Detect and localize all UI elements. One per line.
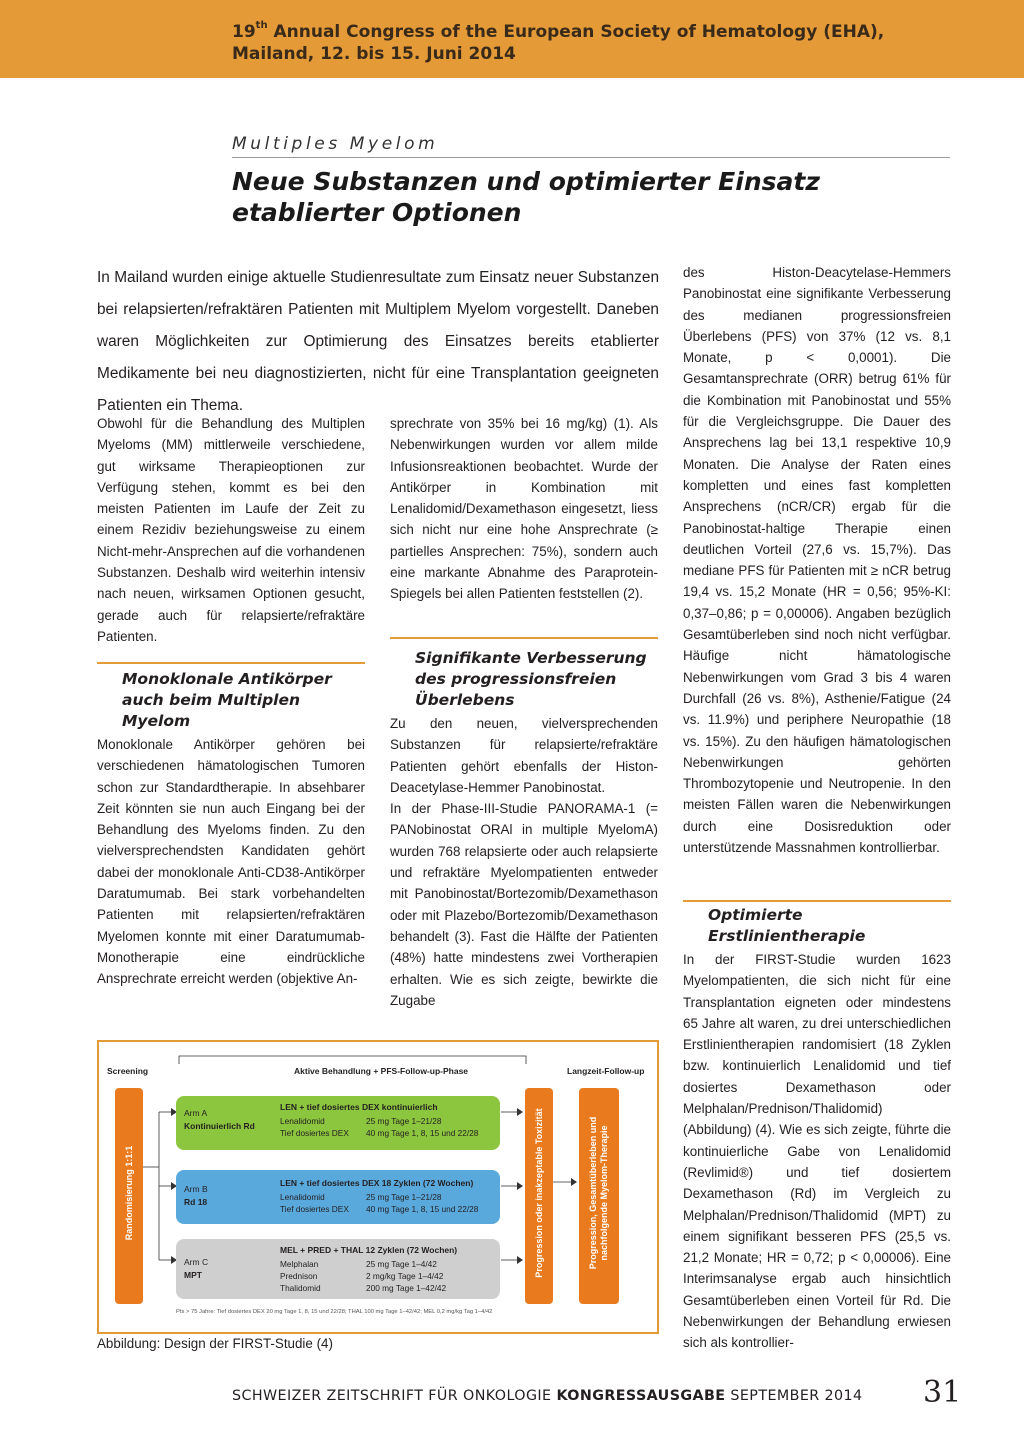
- arm-a-short: Kontinuierlich Rd: [184, 1121, 255, 1131]
- arm-a-drug-1: Lenalidomid: [280, 1116, 325, 1126]
- col3-intro: des Histon-Deacytelase-Hemmers Panobinostat eine signifikante Verbesserung des medianen progressionsfreien Überlebens (PFS) von 37% (12 vs. 8,1 Monate, p < 0,0001). Die Gesamtansprechrate (ORR) betrug 61% für die Kombination mit Panobinostat und 55% für die Vergleichsgruppe. Die Dauer des Ansprechens lag bei 13,1 respektive 10,9 Monaten. Die Analyse der Raten eines kompletten und eines fast kompletten Ansprechens (nCR/CR) ergab für die Panobinostat-haltige Therapie einen deutlichen Vorteil (27,6 vs. 15,7%). Das mediane PFS für Patienten mit ≥ nCR betrug 19,4 vs. 15,2 Monate (HR = 0,56; 95%-KI: 0,37–0,86; p = 0,00006). Angaben bezüglich Gesamtüberleben sind noch nicht verfügbar. Häufige nicht hämatologische Nebenwirkungen vom Grad 3 bis 4 waren Durchfall (26 vs. 8%), Asthenie/Fatigue (24 vs. 11.9%) und periphere Neuropathie (18 vs. 15%). Zu den häufigen hämatologischen Nebenwirkungen gehörten Thrombozytopenie und Neutropenie. In den meisten Fällen waren die Nebenwirkungen durch eine Dosisreduktion oder unterstützende Massnahmen kontrollierbar.: [683, 265, 951, 856]
- journal-footer: [232, 1388, 863, 1404]
- arm-b-short: Rd 18: [184, 1197, 208, 1207]
- col1-subhead-rule: [97, 662, 365, 664]
- arm-c-drug-1: Melphalan: [280, 1259, 319, 1269]
- arm-a-name: Arm A: [184, 1108, 208, 1118]
- figure-caption: Abbildung: Design der FIRST-Studie (4): [97, 1336, 333, 1351]
- arm-c-box: [176, 1239, 500, 1299]
- arm-b-name: Arm B: [184, 1184, 208, 1194]
- col2-body-para1: Zu den neuen, vielversprechenden Substanzen für relapsierte/refraktäre Patienten gehört ebenfalls der Histon-Deacetylase-Hemmer Panobinostat.: [390, 716, 658, 795]
- col1-subhead: Monoklonale Antikörper auch beim Multiplen Myelom: [122, 670, 332, 730]
- arm-b-dose-1: 25 mg Tage 1–21/28: [366, 1192, 442, 1202]
- col2-intro: sprechrate von 35% bei 16 mg/kg) (1). Als Nebenwirkungen wurden vor allem milde Infusionsreaktionen beobachtet. Wurde der Antikörper in Kombination mit Lenalidomid/Dexamethason eingesetzt, liess sich nicht nur eine hohe Ansprechrate (≥ partielles Ansprechen: 75%), sondern auch eine markante Abnahme des Paraprotein-Spiegels bei allen Patienten feststellen (2).: [390, 416, 658, 602]
- kicker-divider: [232, 157, 950, 158]
- arm-c-name: Arm C: [184, 1257, 209, 1267]
- article-lead: In Mailand wurden einige aktuelle Studienresultate zum Einsatz neuer Substanzen bei relapsierten/refraktären Patienten mit Multiplem Myelom vorgestellt. Daneben waren Möglichkeiten zur Optimierung des Einsatzes bereits etablierter Medikamente bei neu diagnostizierten, nicht für eine Transplantation geeigneten Patienten ein Thema.: [97, 269, 659, 414]
- col3-subhead: Optimierte Erstlinientherapie: [708, 906, 866, 945]
- progression-label: Progression oder inakzeptable Toxizität: [534, 1108, 544, 1278]
- arm-c-dose-1: 25 mg Tage 1–4/42: [366, 1259, 437, 1269]
- arm-b-drug-1: Lenalidomid: [280, 1192, 325, 1202]
- footer-issue: KONGRESSAUSGABE: [556, 1388, 726, 1404]
- randomisation-bar: [115, 1088, 143, 1304]
- col2-body-para2: In der Phase-III-Studie PANORAMA-1 (= PANobinostat ORAl in multiple MyelomA) wurden 768 relapsierte oder auch relapsierte und refraktäre Myelompatienten entweder mit Panobinostat/Bortezomib/Dexamethason oder mit Plazebo/Bortezomib/Dexamethason behandelt (3). Fast die Hälfte der Patienten (48%) hatte mindestens zwei Vortherapien erhalten. Wie es sich zeigte, bewirkte die Zugabe: [390, 801, 658, 1008]
- col2-subhead-rule: [390, 637, 658, 639]
- banner-congress-location: Mailand, 12. bis 15. Juni 2014: [232, 44, 516, 64]
- arm-c-short: MPT: [184, 1270, 202, 1280]
- arm-a-title: LEN + tief dosiertes DEX kontinuierlich: [280, 1102, 438, 1112]
- col2-body: [390, 713, 658, 1011]
- figure-screening-label: Screening: [107, 1066, 149, 1076]
- arm-a-box: [176, 1096, 500, 1150]
- col3-subhead-rule: [683, 900, 951, 902]
- survival-bar: [579, 1088, 619, 1304]
- arm-c-title: MEL + PRED + THAL 12 Zyklen (72 Wochen): [280, 1245, 458, 1255]
- arm-b-dose-2: 40 mg Tage 1, 8, 15 und 22/28: [366, 1204, 479, 1214]
- col1-body: Monoklonale Antikörper gehören bei verschiedenen hämatologischen Tumoren schon zur Standardtherapie. In absehbarer Zeit könnten sie nun auch Eingang bei der Behandlung des Myeloms finden. Zu den vielversprechendsten Kandidaten gehört dabei der monoklonale Anti-CD38-Antikörper Daratumumab. Bei stark vorbehandelten Patienten mit relapsierten/refraktären Myelomen konnte mit einer Daratumumab-Monotherapie eine eindrückliche Ansprechrate erreicht werden (objektive An-: [97, 737, 365, 987]
- progression-bar: [525, 1088, 553, 1304]
- arm-b-title: LEN + tief dosiertes DEX 18 Zyklen (72 Wochen): [280, 1178, 474, 1188]
- arm-a-drug-2: Tief dosiertes DEX: [280, 1128, 349, 1138]
- footer-date: SEPTEMBER 2014: [725, 1388, 863, 1404]
- arm-a-dose-2: 40 mg Tage 1, 8, 15 und 22/28: [366, 1128, 479, 1138]
- randomisation-label: Randomisierung 1:1:1: [124, 1145, 134, 1241]
- col3-body: In der FIRST-Studie wurden 1623 Myelompatienten, die sich nicht für eine Transplantation eigneten oder mindestens 65 Jahre alt waren, zu drei unterschiedlichen Erstlinientherapien randomisiert (18 Zyklen bzw. kontinuierlich Lenalidomid und tief dosiertes Dexamethason oder Melphalan/Prednison/Thalidomid) (Abbildung) (4). Wie es sich zeigte, führte die kontinuierliche Gabe von Lenalidomid (Revlimid®) und tief dosiertem Dexamethason (Rd) im Vergleich zu Melphalan/Prednison/Thalidomid (MPT) zu einem signifikant besseren PFS (25,5 vs. 21,2 Monate; HR = 0,72; p < 0,00006). Eine Interimsanalyse ergab auch hinsichtlich Gesamtüberleben einen Vorteil für Rd. Die Nebenwirkungen der Behandlung erwiesen sich als kontrollier-: [683, 952, 951, 1351]
- banner-congress-title: 19th Annual Congress of the European Society of Hematology (EHA),: [232, 20, 885, 42]
- article-kicker: Multiples Myelom: [232, 134, 439, 154]
- arm-c-drug-2: Prednison: [280, 1271, 318, 1281]
- figure-longterm-label: Langzeit-Follow-up: [567, 1066, 645, 1076]
- arm-c-drug-3: Thalidomid: [280, 1283, 321, 1293]
- first-study-design-figure: [97, 1040, 659, 1334]
- article-headline: Neue Substanzen und optimierter Einsatz etablierter Optionen: [232, 167, 820, 227]
- arm-c-dose-3: 200 mg Tage 1–42/42: [366, 1283, 447, 1293]
- col2-subhead: Signifikante Verbesserung des progressionsfreien Überlebens: [415, 649, 647, 709]
- survival-label: Progression, Gesamtüberleben und nachfolgende Myelom-Therapie: [588, 1116, 609, 1270]
- figure-active-phase-label: Aktive Behandlung + PFS-Follow-up-Phase: [294, 1066, 469, 1076]
- col1-intro: Obwohl für die Behandlung des Multiplen Myeloms (MM) mittlerweile verschiedene, gut wirksame Therapieoptionen zur Verfügung stehen, kommt es bei den meisten Patienten im Laufe der Zeit zu einem Rezidiv beziehungsweise zu einem Nicht-mehr-Ansprechen auf die vorhandenen Substanzen. Deshalb wird weiterhin intensiv nach neuen, wirksamen Optionen gesucht, gerade auch für relapsierte/refraktäre Patienten.: [97, 416, 365, 644]
- figure-footnote: Pts > 75 Jahre: Tief dosiertes DEX 20 mg Tage 1, 8, 15 und 22/28; THAL 100 mg Tage 1–42/42; MEL 0,2 mg/kg Tag 1–4/42: [176, 1309, 493, 1315]
- page-number: 31: [923, 1375, 962, 1410]
- footer-journal: SCHWEIZER ZEITSCHRIFT FÜR ONKOLOGIE: [232, 1388, 557, 1404]
- arm-a-dose-1: 25 mg Tage 1–21/28: [366, 1116, 442, 1126]
- arm-c-dose-2: 2 mg/kg Tage 1–4/42: [366, 1271, 444, 1281]
- congress-banner: [0, 0, 1024, 78]
- arm-b-drug-2: Tief dosiertes DEX: [280, 1204, 349, 1214]
- arm-b-box: [176, 1170, 500, 1224]
